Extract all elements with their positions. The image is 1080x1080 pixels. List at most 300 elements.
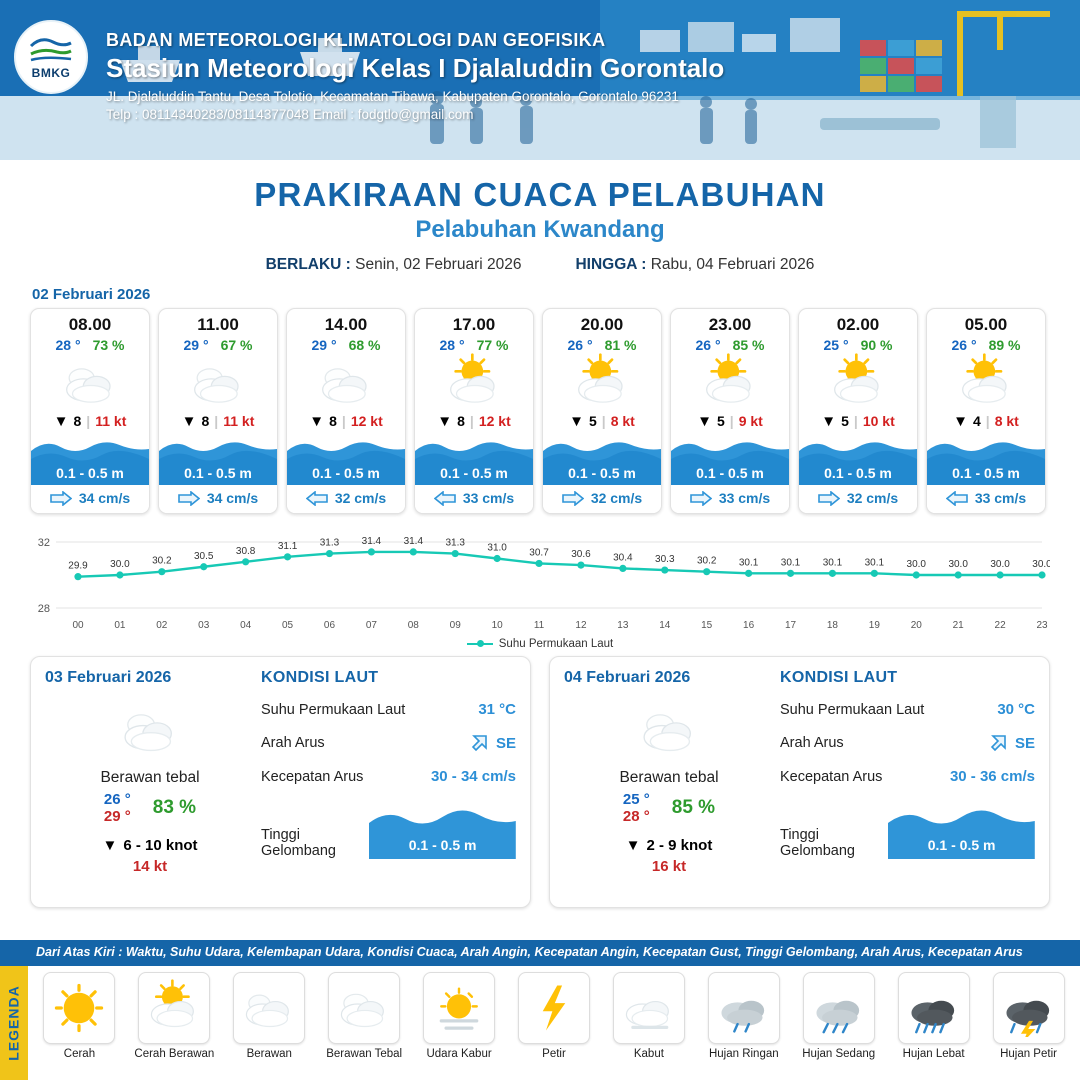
current-speed-label: Kecepatan Arus xyxy=(780,768,883,785)
svg-text:04: 04 xyxy=(240,620,252,631)
forecast-card xyxy=(926,308,1046,514)
svg-text:15: 15 xyxy=(701,620,713,631)
svg-text:11: 11 xyxy=(533,620,545,631)
panel-weather-icon xyxy=(637,699,701,761)
current-speed-value: 33 cm/s xyxy=(718,490,771,506)
berawan-tebal-icon xyxy=(60,353,120,413)
panel-left xyxy=(564,669,774,893)
forecast-current xyxy=(799,485,917,513)
legend-item xyxy=(507,972,602,1060)
panel-temp-range xyxy=(623,791,650,825)
forecast-wind xyxy=(31,411,149,433)
forecast-wave xyxy=(287,433,405,485)
current-arrow-left-icon xyxy=(434,491,456,506)
panel-temp-range xyxy=(104,791,131,825)
sst-row xyxy=(261,701,516,718)
svg-text:00: 00 xyxy=(72,620,84,631)
wind-direction-value: 8 xyxy=(329,413,337,429)
berawan-icon xyxy=(240,979,298,1037)
panel-wind xyxy=(626,837,713,854)
svg-text:31.1: 31.1 xyxy=(277,540,298,552)
svg-text:12: 12 xyxy=(575,620,587,631)
bmkg-logo-text: BMKG xyxy=(31,66,71,80)
legend-item-label: Udara Kabur xyxy=(426,1048,492,1060)
svg-text:05: 05 xyxy=(282,620,294,631)
legend-items xyxy=(28,966,1080,1080)
svg-text:06: 06 xyxy=(323,620,336,631)
validity-row xyxy=(0,256,1080,274)
svg-text:21: 21 xyxy=(952,620,964,631)
svg-text:31.4: 31.4 xyxy=(403,535,424,547)
forecast-current xyxy=(415,485,533,513)
valid-from xyxy=(266,256,522,274)
valid-from-value: Senin, 02 Februari 2026 xyxy=(355,256,522,273)
panel-wind-value: 2 - 9 knot xyxy=(646,837,713,854)
forecast-humidity: 81 % xyxy=(604,337,637,353)
panel-wave-graphic xyxy=(888,803,1035,859)
wind-speed-value: 11 kt xyxy=(223,413,255,429)
svg-text:30.0: 30.0 xyxy=(110,559,130,570)
svg-text:18: 18 xyxy=(826,620,838,631)
forecast-card xyxy=(286,308,406,514)
current-arrow-right-icon xyxy=(50,491,72,506)
legend-item xyxy=(696,972,791,1060)
panel-wind xyxy=(102,837,197,854)
current-arrow-left-icon xyxy=(946,491,968,506)
legend-icon-box xyxy=(43,972,115,1044)
forecast-wind xyxy=(671,411,789,433)
panel-condition: Berawan tebal xyxy=(100,769,200,786)
svg-text:20: 20 xyxy=(910,620,922,631)
legend-item xyxy=(127,972,222,1060)
svg-text:30.1: 30.1 xyxy=(780,557,801,569)
panel-left xyxy=(45,669,255,893)
forecast-wave xyxy=(543,433,661,485)
wind-separator: | xyxy=(853,413,858,429)
sst-row xyxy=(780,701,1035,718)
svg-text:28: 28 xyxy=(37,603,50,615)
wind-separator: | xyxy=(601,413,606,429)
panel-temp-min: 26 ° xyxy=(103,791,131,808)
forecast-card xyxy=(542,308,662,514)
wave-row xyxy=(780,799,1035,859)
berawan-tebal-icon xyxy=(316,353,376,413)
wave-height-value: 0.1 - 0.5 m xyxy=(568,465,636,481)
svg-text:32: 32 xyxy=(37,537,50,549)
wind-separator: | xyxy=(469,413,474,429)
forecast-card xyxy=(798,308,918,514)
svg-text:03: 03 xyxy=(198,620,210,631)
wave-label: Tinggi Gelombang xyxy=(261,827,336,859)
legend-item-label: Kabut xyxy=(633,1048,664,1060)
cerah-icon xyxy=(50,979,108,1037)
valid-to-label: HINGGA : xyxy=(575,256,647,273)
forecast-humidity: 89 % xyxy=(988,337,1021,353)
svg-text:30.2: 30.2 xyxy=(152,555,172,567)
forecast-card xyxy=(30,308,150,514)
svg-text:13: 13 xyxy=(617,620,629,631)
forecast-weather-icon xyxy=(671,355,789,411)
forecast-temperature: 26 ° xyxy=(567,337,593,353)
legend-side-tab xyxy=(0,966,28,1080)
wind-direction-value: 8 xyxy=(457,413,465,429)
forecast-current xyxy=(543,485,661,513)
current-dir-box xyxy=(469,732,516,754)
sst-chart xyxy=(30,528,1050,636)
valid-to xyxy=(575,256,814,274)
wind-direction-icon: ▼ xyxy=(53,412,69,430)
forecast-weather-icon xyxy=(799,355,917,411)
cerah-berawan-icon xyxy=(700,353,760,413)
panel-temp-max: 28 ° xyxy=(622,808,650,825)
legend-item xyxy=(886,972,981,1060)
wind-direction-value: 5 xyxy=(589,413,597,429)
svg-text:10: 10 xyxy=(491,620,503,631)
panel-condition: Berawan tebal xyxy=(619,769,719,786)
wave-row xyxy=(261,799,516,859)
legend-icon-box xyxy=(708,972,780,1044)
forecast-temperature: 29 ° xyxy=(311,337,337,353)
current-arrow-right-icon xyxy=(690,491,712,506)
forecast-time: 08.00 xyxy=(68,315,112,334)
forecast-current xyxy=(31,485,149,513)
legend-icon-box xyxy=(518,972,590,1044)
forecast-time: 23.00 xyxy=(708,315,752,334)
wind-direction-value: 5 xyxy=(841,413,849,429)
berawan-tebal-icon xyxy=(637,698,701,762)
berawan-tebal-icon xyxy=(335,979,393,1037)
bmkg-logo-icon xyxy=(27,34,75,64)
legend-icon-box xyxy=(613,972,685,1044)
sst-legend-label: Suhu Permukaan Laut xyxy=(498,638,614,650)
forecast-weather-icon xyxy=(159,355,277,411)
legend-item xyxy=(222,972,317,1060)
current-dir-row xyxy=(780,732,1035,754)
wind-direction-value: 8 xyxy=(201,413,210,429)
forecast-wind xyxy=(415,411,533,433)
forecast-humidity: 67 % xyxy=(220,337,253,353)
forecast-temperature: 25 ° xyxy=(823,337,849,353)
wind-direction-icon: ▼ xyxy=(953,412,968,430)
current-dir-value: SE xyxy=(495,734,516,752)
svg-text:30.0: 30.0 xyxy=(990,559,1010,570)
wind-direction-icon: ▼ xyxy=(625,837,641,854)
legend-icon-box xyxy=(328,972,400,1044)
sst-label: Suhu Permukaan Laut xyxy=(261,701,406,718)
wind-separator: | xyxy=(341,413,346,429)
forecast-weather-icon xyxy=(927,355,1045,411)
cerah-berawan-icon xyxy=(956,353,1016,413)
forecast-humidity: 73 % xyxy=(92,337,125,353)
forecast-wind xyxy=(799,411,917,433)
svg-text:30.8: 30.8 xyxy=(235,545,256,557)
current-speed-value: 33 cm/s xyxy=(974,490,1027,506)
page-title: PRAKIRAAN CUACA PELABUHAN xyxy=(254,176,826,213)
legend-icon-box xyxy=(138,972,210,1044)
panel-humidity: 85 % xyxy=(671,797,716,818)
forecast-time: 11.00 xyxy=(197,315,239,334)
kabut-icon xyxy=(620,979,678,1037)
cerah-berawan-icon xyxy=(145,979,203,1037)
panel-date: 03 Februari 2026 xyxy=(45,669,172,686)
current-direction-arrow-icon xyxy=(469,732,491,754)
sst-value: 31 °C xyxy=(478,701,516,718)
panel-gust-value: 14 kt xyxy=(132,858,168,875)
wind-speed-value: 8 kt xyxy=(994,413,1019,429)
legend-icon-box xyxy=(803,972,875,1044)
svg-text:31.3: 31.3 xyxy=(319,537,340,549)
legend-item-label: Hujan Ringan xyxy=(708,1048,779,1060)
svg-text:31.0: 31.0 xyxy=(487,542,507,554)
forecast-wind xyxy=(927,411,1045,433)
wind-direction-value: 8 xyxy=(73,413,82,429)
wind-direction-icon: ▼ xyxy=(181,412,197,430)
wind-speed-value: 12 kt xyxy=(350,413,383,429)
forecast-card xyxy=(158,308,278,514)
wind-speed-value: 10 kt xyxy=(862,413,895,429)
legend-item xyxy=(317,972,412,1060)
wave-height-value: 0.1 - 0.5 m xyxy=(952,465,1020,481)
forecast-weather-icon xyxy=(31,355,149,411)
current-dir-label: Arah Arus xyxy=(261,735,325,751)
legend-icon-box xyxy=(898,972,970,1044)
legend-side-label: LEGENDA xyxy=(6,985,23,1061)
wind-direction-icon: ▼ xyxy=(102,837,118,854)
forecast-humidity: 85 % xyxy=(732,337,765,353)
forecast-wind xyxy=(159,411,277,433)
svg-text:09: 09 xyxy=(449,620,461,631)
wind-separator: | xyxy=(86,413,91,429)
forecast-time: 02.00 xyxy=(836,315,880,334)
forecast-humidity: 90 % xyxy=(860,337,893,353)
panel-right xyxy=(255,669,516,893)
hujan-lebat-icon xyxy=(905,979,963,1037)
forecast-temperature: 26 ° xyxy=(951,337,977,353)
cerah-berawan-icon xyxy=(572,353,632,413)
panel-date: 04 Februari 2026 xyxy=(564,669,691,686)
panel-temp-min: 25 ° xyxy=(622,791,650,808)
forecast-time: 14.00 xyxy=(324,315,368,334)
panel-wave-graphic xyxy=(369,803,516,859)
wave-height-value: 0.1 - 0.5 m xyxy=(440,465,508,481)
current-speed-row xyxy=(261,768,516,785)
udara-kabur-icon xyxy=(430,979,488,1037)
petir-icon xyxy=(525,979,583,1037)
svg-text:31.4: 31.4 xyxy=(361,535,382,547)
hujan-sedang-icon xyxy=(810,979,868,1037)
valid-to-value: Rabu, 04 Februari 2026 xyxy=(650,256,815,273)
svg-text:17: 17 xyxy=(784,620,797,631)
svg-text:01: 01 xyxy=(114,620,126,631)
daily-forecast-panel xyxy=(549,656,1050,908)
wind-direction-icon: ▼ xyxy=(437,412,453,430)
legend-item-label: Cerah xyxy=(63,1048,96,1060)
forecast-card xyxy=(414,308,534,514)
forecast-humidity: 68 % xyxy=(348,337,381,353)
forecast-wind xyxy=(287,411,405,433)
svg-text:02: 02 xyxy=(156,620,168,631)
current-speed-value: 34 cm/s xyxy=(78,490,131,506)
daily-forecast-panel xyxy=(30,656,531,908)
wave-height-value: 0.1 - 0.5 m xyxy=(824,465,892,481)
panel-wave-value: 0.1 - 0.5 m xyxy=(408,837,477,853)
svg-text:16: 16 xyxy=(743,620,755,631)
svg-text:30.2: 30.2 xyxy=(696,555,717,567)
wind-direction-icon: ▼ xyxy=(309,412,325,430)
wind-separator: | xyxy=(214,413,219,429)
current-speed-value: 34 cm/s xyxy=(206,490,259,506)
wave-height-value: 0.1 - 0.5 m xyxy=(696,465,764,481)
legend-item-label: Hujan Petir xyxy=(1000,1048,1057,1060)
station-contact: Telp : 08114340283/08114377048 Email : fodgtlo@gmail.com xyxy=(106,107,474,122)
wave-height-value: 0.1 - 0.5 m xyxy=(184,465,252,481)
legend-item-label: Berawan xyxy=(246,1048,292,1060)
current-speed-value: 30 - 34 cm/s xyxy=(430,768,516,785)
bmkg-logo xyxy=(14,20,88,94)
forecast-current xyxy=(671,485,789,513)
current-speed-value: 32 cm/s xyxy=(334,490,387,506)
panel-right xyxy=(774,669,1035,893)
sea-condition-title: KONDISI LAUT xyxy=(780,669,898,686)
legend-area xyxy=(0,940,1080,1080)
forecast-date-label: 02 Februari 2026 xyxy=(32,286,151,303)
cerah-berawan-icon xyxy=(444,353,504,413)
forecast-weather-icon xyxy=(543,355,661,411)
panel-gust-value: 16 kt xyxy=(651,858,687,875)
panel-temps xyxy=(104,791,196,825)
forecast-weather-icon xyxy=(287,355,405,411)
wave-height-value: 0.1 - 0.5 m xyxy=(312,465,380,481)
wind-separator: | xyxy=(729,413,734,429)
forecast-time: 05.00 xyxy=(964,315,1008,334)
station-name: Stasiun Meteorologi Kelas I Djalaluddin Gorontalo xyxy=(106,53,725,83)
svg-text:30.5: 30.5 xyxy=(194,550,214,562)
svg-text:30.1: 30.1 xyxy=(738,557,759,569)
svg-text:07: 07 xyxy=(365,620,377,631)
svg-text:30.0: 30.0 xyxy=(948,559,968,570)
current-speed-row xyxy=(780,768,1035,785)
page-subtitle: Pelabuhan Kwandang xyxy=(415,216,665,243)
wind-speed-value: 11 kt xyxy=(95,413,127,429)
wind-speed-value: 12 kt xyxy=(478,413,511,429)
current-arrow-right-icon xyxy=(562,491,584,506)
svg-text:30.4: 30.4 xyxy=(613,552,633,564)
forecast-wind xyxy=(543,411,661,433)
legend-item xyxy=(412,972,507,1060)
current-dir-label: Arah Arus xyxy=(780,735,844,751)
forecast-wave xyxy=(415,433,533,485)
forecast-card-row xyxy=(0,308,1080,514)
forecast-time: 20.00 xyxy=(580,315,624,334)
svg-text:31.3: 31.3 xyxy=(445,537,465,549)
forecast-temperature: 29 ° xyxy=(183,337,209,353)
hujan-ringan-icon xyxy=(715,979,773,1037)
sea-condition-title: KONDISI LAUT xyxy=(261,669,379,686)
svg-text:30.0: 30.0 xyxy=(1032,559,1050,570)
forecast-time: 17.00 xyxy=(452,315,496,334)
wind-direction-icon: ▼ xyxy=(821,412,837,430)
legend-item-label: Cerah Berawan xyxy=(134,1048,215,1060)
svg-text:19: 19 xyxy=(868,620,880,631)
legend-note-text: Dari Atas Kiri : Waktu, Suhu Udara, Kelembapan Udara, Kondisi Cuaca, Arah Angin, Kecepatan Angin, Kecepatan Gust, Tinggi Gelombang, Arah Arus, Kecepatan Arus xyxy=(36,945,1023,959)
wind-direction-value: 4 xyxy=(973,413,981,429)
svg-text:23: 23 xyxy=(1036,620,1048,631)
legend-item-label: Hujan Lebat xyxy=(902,1048,965,1060)
svg-text:30.6: 30.6 xyxy=(571,549,591,561)
svg-text:14: 14 xyxy=(659,620,671,631)
panel-weather-icon xyxy=(118,699,182,761)
wind-direction-icon: ▼ xyxy=(569,412,584,430)
current-speed-label: Kecepatan Arus xyxy=(261,768,364,785)
legend-item xyxy=(601,972,696,1060)
wind-speed-value: 9 kt xyxy=(738,413,763,429)
legend-item xyxy=(791,972,886,1060)
agency-name: BADAN METEOROLOGI KLIMATOLOGI DAN GEOFISIKA xyxy=(106,30,606,50)
forecast-wave xyxy=(31,433,149,485)
svg-text:30.1: 30.1 xyxy=(822,557,843,569)
panel-wind-value: 6 - 10 knot xyxy=(123,837,198,854)
svg-text:30.3: 30.3 xyxy=(655,554,675,566)
current-arrow-right-icon xyxy=(178,491,200,506)
wind-direction-value: 5 xyxy=(717,413,725,429)
berawan-tebal-icon xyxy=(118,698,182,762)
current-speed-value: 33 cm/s xyxy=(462,490,515,506)
legend-note-bar xyxy=(0,940,1080,966)
current-direction-arrow-icon xyxy=(988,732,1010,754)
panel-temps xyxy=(623,791,715,825)
berawan-tebal-icon xyxy=(188,353,248,413)
wave-height-value: 0.1 - 0.5 m xyxy=(56,465,124,481)
current-dir-row xyxy=(261,732,516,754)
current-arrow-right-icon xyxy=(818,491,840,506)
svg-text:08: 08 xyxy=(407,620,419,631)
forecast-wave xyxy=(671,433,789,485)
daily-panels xyxy=(0,650,1080,908)
svg-text:30.7: 30.7 xyxy=(529,547,549,559)
current-dir-box xyxy=(988,732,1035,754)
svg-text:30.1: 30.1 xyxy=(864,557,885,569)
current-dir-value: SE xyxy=(1014,734,1035,752)
legend-item xyxy=(981,972,1076,1060)
forecast-wave xyxy=(799,433,917,485)
forecast-wave xyxy=(927,433,1045,485)
sst-label: Suhu Permukaan Laut xyxy=(780,701,925,718)
current-speed-value: 30 - 36 cm/s xyxy=(949,768,1035,785)
forecast-temperature: 28 ° xyxy=(439,337,465,353)
svg-text:30.0: 30.0 xyxy=(906,559,926,570)
svg-text:22: 22 xyxy=(994,620,1006,631)
legend-item-label: Berawan Tebal xyxy=(326,1048,403,1060)
forecast-current xyxy=(927,485,1045,513)
legend-icon-box xyxy=(233,972,305,1044)
wind-separator: | xyxy=(985,413,990,429)
forecast-card xyxy=(670,308,790,514)
station-address: JL. Djalaluddin Tantu, Desa Tolotio, Kecamatan Tibawa, Kabupaten Gorontalo, Gorontalo 96231 xyxy=(106,89,679,104)
current-speed-value: 32 cm/s xyxy=(846,490,899,506)
current-arrow-left-icon xyxy=(306,491,328,506)
panel-temp-max: 29 ° xyxy=(103,808,131,825)
forecast-current xyxy=(287,485,405,513)
legend-icon-box xyxy=(423,972,495,1044)
legend-item-label: Petir xyxy=(542,1048,566,1060)
forecast-temperature: 28 ° xyxy=(55,337,81,353)
sst-value: 30 °C xyxy=(997,701,1035,718)
wave-label: Tinggi Gelombang xyxy=(780,827,855,859)
forecast-wave xyxy=(159,433,277,485)
svg-text:29.9: 29.9 xyxy=(68,560,88,572)
forecast-current xyxy=(159,485,277,513)
wind-direction-icon: ▼ xyxy=(697,412,712,430)
